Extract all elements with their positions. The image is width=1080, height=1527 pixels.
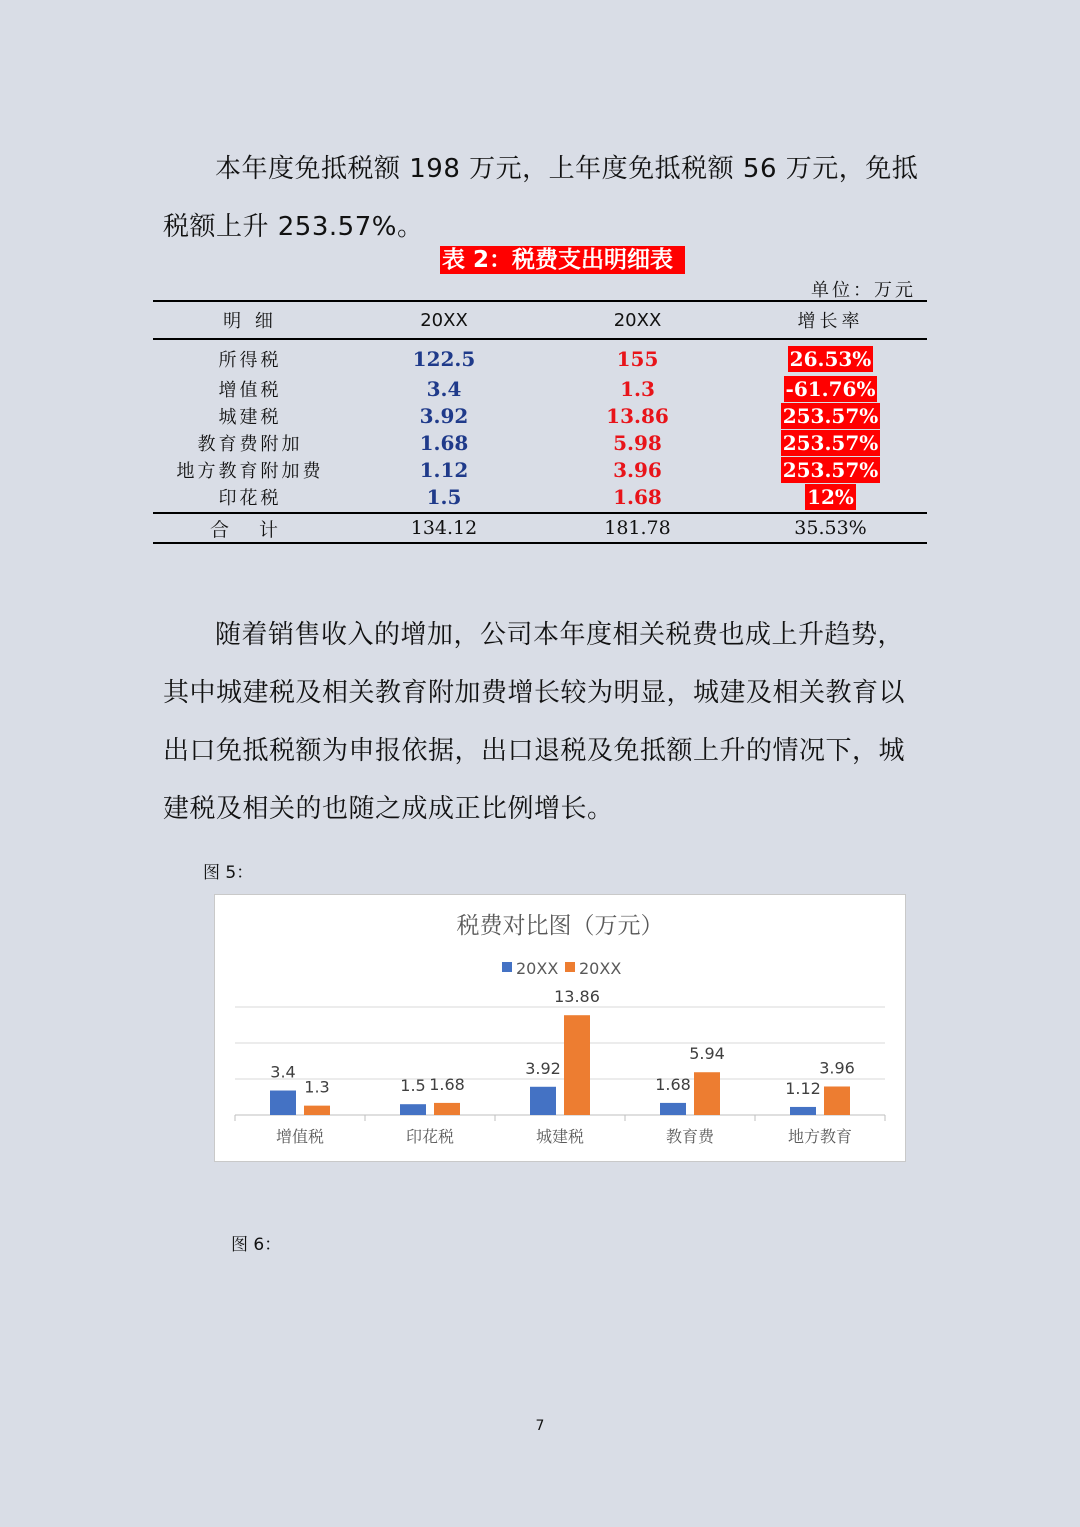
tax-comparison-chart [214,894,906,1162]
data-label: 1.12 [785,1078,821,1098]
bar [270,1091,296,1115]
chart-svg [215,895,905,1161]
bar [400,1104,426,1115]
header-year-1: 20XX [420,309,468,331]
table-row [153,483,927,510]
row-item: 地方教育附加费 [176,460,324,482]
table-row [153,402,927,429]
row-rate [734,376,927,402]
table-title: 表 2：税费支出明细表 [440,246,685,274]
table-row [153,429,927,456]
legend-swatch [502,962,512,972]
header-item: 明 细 [223,311,277,332]
bar [660,1103,686,1115]
x-tick-label: 印花税 [405,1127,455,1146]
legend-label: 20XX [516,959,559,978]
row-value-2: 155 [616,346,659,371]
row-item: 增值税 [218,379,282,401]
data-label: 3.96 [819,1058,855,1078]
row-value-1: 1.68 [419,430,469,455]
row-value-2: 1.68 [613,484,662,509]
figure-6-label: 图 6： [231,1235,282,1255]
analysis-paragraph: 随着销售收入的增加，公司本年度相关税费也成上升趋势，其中城建税及相关教育附加费增长较为明显，城建及相关教育以出口免抵税额为申报依据，出口退税及免抵额上升的情况下，城建税及相关的也随之成成正比例增长。 [163,620,906,824]
row-value-2: 13.86 [606,403,669,428]
data-label: 3.4 [270,1062,296,1082]
row-value-2: 1.3 [620,376,655,401]
data-label: 3.92 [525,1058,561,1078]
total-value-1: 134.12 [410,517,478,539]
table-row [153,342,927,375]
legend-swatch [565,962,575,972]
total-rate: 35.53% [794,517,867,539]
rate-highlight: 12% [807,484,854,509]
row-value-1: 1.5 [426,484,462,509]
row-rate [734,346,927,372]
figure-5-label: 图 5： [203,863,254,883]
chart-title: 税费对比图（万元） [456,913,664,939]
table-total-row [153,512,927,542]
row-value-2: 3.96 [613,457,662,482]
page-number: 7 [535,1418,545,1434]
row-rate [734,484,927,510]
data-label: 1.68 [655,1074,691,1094]
row-value-1: 3.92 [419,403,469,428]
bar [824,1086,850,1115]
data-label: 13.86 [554,987,600,1007]
x-tick-label: 增值税 [275,1127,325,1146]
x-tick-label: 教育费 [665,1127,715,1146]
data-label: 1.68 [429,1074,465,1094]
data-label: 1.3 [304,1077,330,1097]
header-year-2: 20XX [613,309,662,331]
table-row [153,375,927,402]
row-item: 印花税 [218,487,282,509]
bar [694,1072,720,1115]
table-body [153,340,927,512]
bar [434,1103,460,1115]
intro-paragraph: 本年度免抵税额 198 万元，上年度免抵税额 56 万元，免抵税额上升 253.57%。 [163,154,919,242]
rate-highlight: 26.53% [789,346,872,371]
rate-highlight: 253.57% [782,457,879,482]
row-value-1: 1.12 [419,457,469,482]
row-value-1: 3.4 [426,376,462,401]
table-row [153,456,927,483]
row-item: 所得税 [218,349,282,371]
total-value-2: 181.78 [604,517,671,539]
rate-highlight: 253.57% [782,430,879,455]
bar [304,1106,330,1115]
row-value-1: 122.5 [412,346,476,371]
legend-label: 20XX [579,959,622,978]
total-label: 合 计 [209,518,291,541]
rate-highlight: 253.57% [782,403,879,428]
header-growth-rate: 增长率 [797,311,864,332]
data-label: 5.94 [689,1044,725,1064]
rate-highlight: -61.76% [785,376,876,401]
row-rate [734,430,927,456]
row-rate [734,457,927,483]
row-rate [734,403,927,429]
table-unit: 单位：万元 [811,280,916,301]
x-tick-label: 城建税 [535,1127,585,1146]
x-tick-label: 地方教育 [787,1127,853,1146]
row-item: 教育费附加 [197,433,303,455]
bar [564,1015,590,1115]
table-header-row [153,302,927,340]
bar [790,1107,816,1115]
row-item: 城建税 [218,406,282,428]
row-value-2: 5.98 [613,430,662,455]
bar [530,1087,556,1115]
data-label: 1.5 [400,1076,426,1096]
tax-detail-table [153,300,927,544]
